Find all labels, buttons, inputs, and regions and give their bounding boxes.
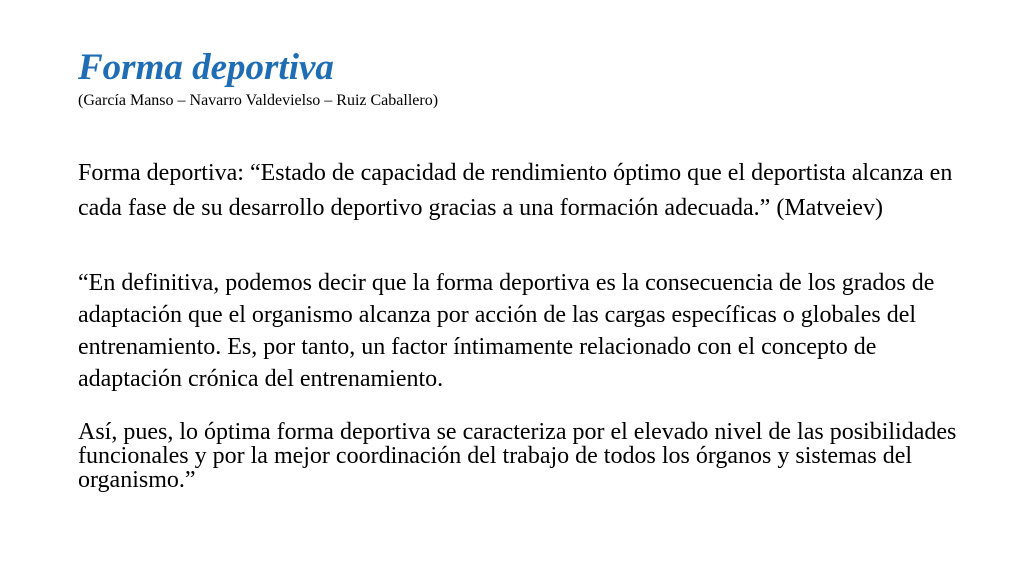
paragraph-definition: Forma deportiva: “Estado de capacidad de rendimiento óptimo que el deportista alcanza en cada fase de su desarrollo deportivo gracias a una formación adecuada.” (Matveiev) — [78, 160, 953, 221]
slide-subtitle: (García Manso – Navarro Valdevielso – Ruiz Caballero) — [78, 92, 439, 109]
paragraph-conclusion: Así, pues, lo óptima forma deportiva se caracteriza por el elevado nivel de las posibilidades funcionales y por la mejor coordinación del trabajo de todos los órganos y sistemas del organismo.” — [78, 419, 957, 493]
paragraph-adaptation: “En definitiva, podemos decir que la forma deportiva es la consecuencia de los grados de adaptación que el organismo alcanza por acción de las cargas específicas o globales del entrenamiento. Es, por tanto, un factor íntimamente relacionado con el concepto de adaptación crónica del entrenamiento. — [78, 270, 935, 392]
slide-title: Forma deportiva — [78, 47, 334, 88]
